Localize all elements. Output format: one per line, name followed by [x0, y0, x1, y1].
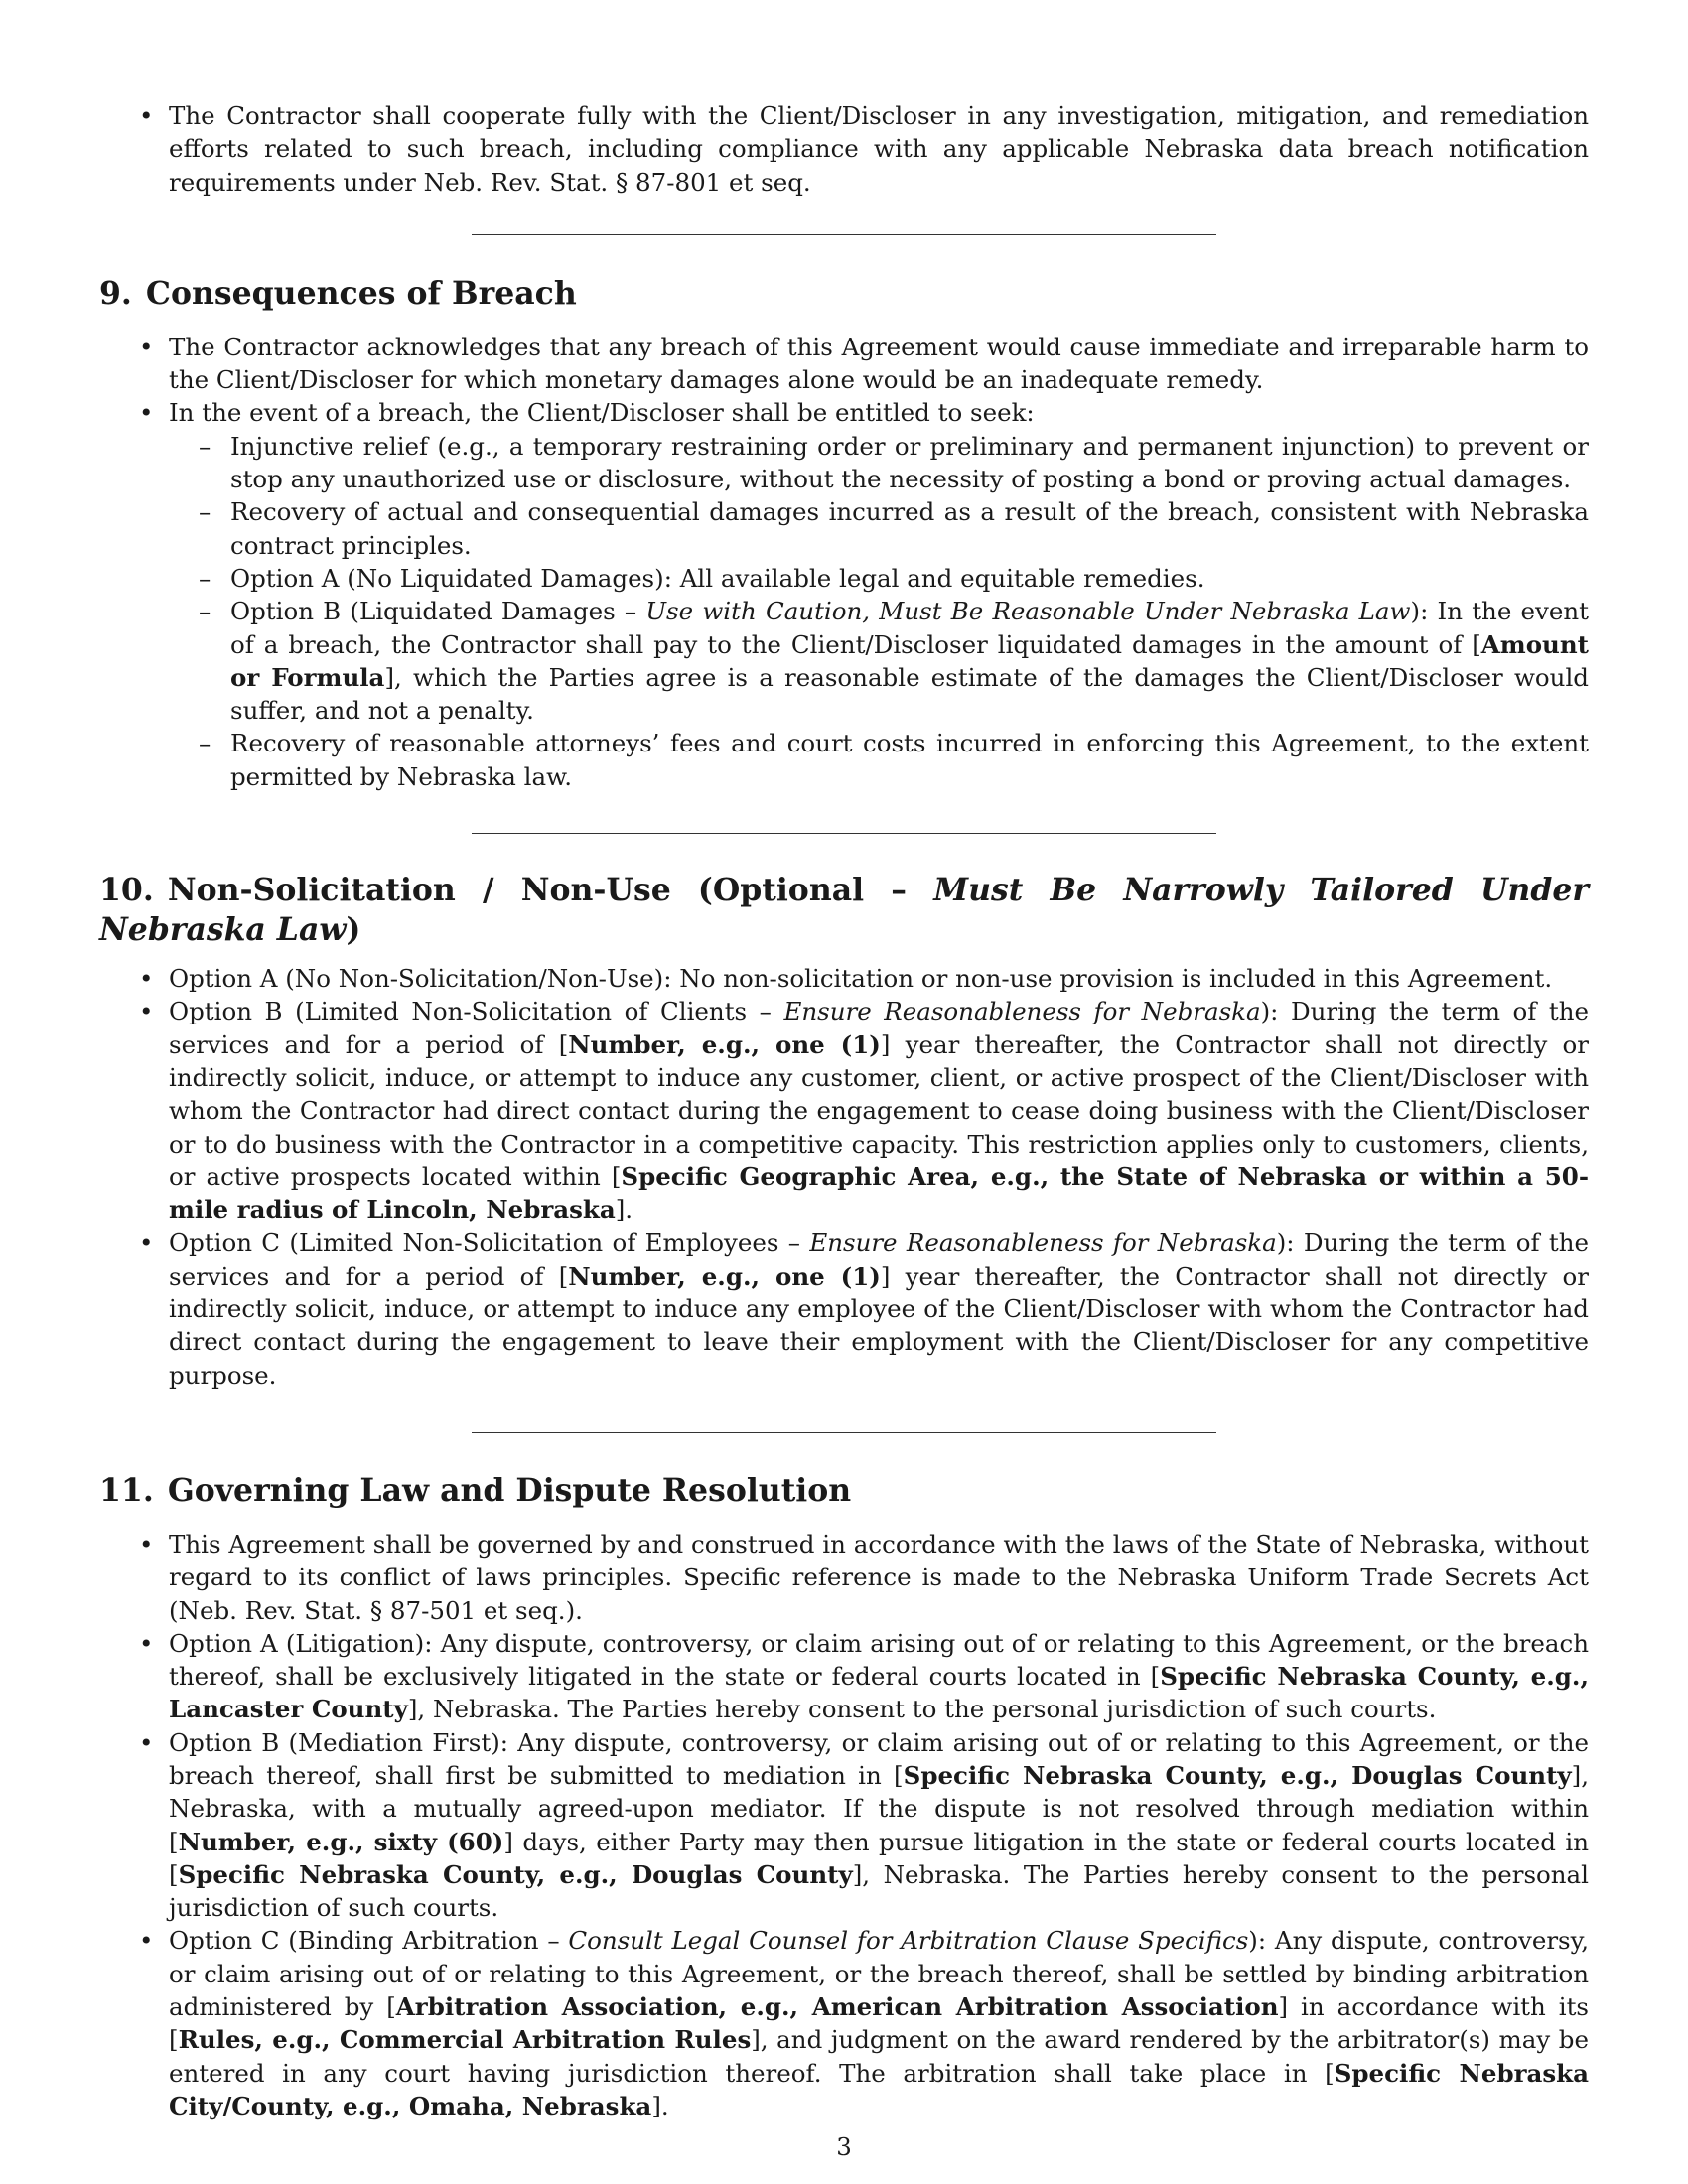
section-8-continued-list	[99, 99, 1589, 199]
section-9-list	[99, 331, 1589, 793]
list-item: – Option B (Liquidated Damages – Use with Caution, Must Be Reasonable Under Nebraska Law): In the event of a breach, the Contractor shall pay to the Client/Discloser liquidated damages in the amount of [Amount or Formula], which the Parties agree is a reasonable estimate of the damages the Client/Discloser would suffer, and not a penalty.	[169, 595, 1589, 727]
remedies-sublist	[169, 430, 1589, 793]
section-divider	[472, 1432, 1216, 1433]
list-item: • Option B (Mediation First): Any dispute, controversy, or claim arising out of or relating to this Agreement, or the breach thereof, shall first be submitted to mediation in [Specific Nebraska County, e.g., Douglas County], Nebraska, with a mutually agreed-upon mediator. If the dispute is not resolved through mediation within [Number, e.g., sixty (60)] days, either Party may then pursue litigation in the state or federal courts located in [Specific Nebraska County, e.g., Douglas County], Nebraska. The Parties hereby consent to the personal jurisdiction of such courts.	[99, 1726, 1589, 1925]
list-item: • This Agreement shall be governed by and construed in accordance with the laws of the State of Nebraska, without regard to its conflict of laws principles. Specific reference is made to the Nebraska Uniform Trade Secrets Act (Neb. Rev. Stat. § 87-501 et seq.).	[99, 1528, 1589, 1627]
list-item: – Injunctive relief (e.g., a temporary restraining order or preliminary and permanent injunction) to prevent or stop any unauthorized use or disclosure, without the necessity of posting a bond or proving actual damages.	[169, 430, 1589, 496]
section-9-heading: 9. Consequences of Breach	[99, 274, 577, 312]
section-divider	[472, 833, 1216, 834]
section-11-heading: 11. Governing Law and Dispute Resolution	[99, 1471, 852, 1509]
section-divider	[472, 234, 1216, 235]
page-number: 3	[836, 2132, 852, 2161]
list-item: • Option A (No Non-Solicitation/Non-Use): No non-solicitation or non-use provision is included in this Agreement.	[99, 962, 1589, 995]
list-item: • The Contractor shall cooperate fully with the Client/Discloser in any investigation, mitigation, and remediation efforts related to such breach, including compliance with any applicable Nebraska data breach notification requirements under Neb. Rev. Stat. § 87-801 et seq.	[99, 99, 1589, 199]
section-10-heading: 10. Non-Solicitation / Non-Use (Optional – Must Be Narrowly Tailored Under Nebraska Law)	[99, 872, 1589, 949]
list-item: • Option C (Binding Arbitration – Consult Legal Counsel for Arbitration Clause Specifics): Any dispute, controversy, or claim arising out of or relating to this Agreement, or the breach thereof, shall be settled by binding arbitration administered by [Arbitration Association, e.g., American Arbitration Association] in accordance with its [Rules, e.g., Commercial Arbitration Rules], and judgment on the award rendered by the arbitrator(s) may be entered in any court having jurisdiction thereof. The arbitration shall take place in [Specific Nebraska City/County, e.g., Omaha, Nebraska].	[99, 1924, 1589, 2122]
list-item: • In the event of a breach, the Client/Discloser shall be entitled to seek: – Injunctive relief (e.g., a temporary restraining order or preliminary and permanent injunction) to prevent or stop any unauthorized use or disclosure, without the necessity of posting a bond or proving actual damages. – Recovery of actual and consequential damages incurred as a result of the breach, consistent with Nebraska contract principles. – Option A (No Liquidated Damages): All available legal and equitable remedies. – Option B (Liquidated Damages – Use with Caution, Must Be Reasonable Under Nebraska Law): In the event of a breach, the Contractor shall pay to the Client/Discloser liquidated damages in the amount of [Amount or Formula], which the Parties agree is a reasonable estimate of the damages the Client/Discloser would suffer, and not a penalty. – Recovery of reasonable attorneys’ fees and court costs incurred in enforcing this Agreement, to the extent permitted by Nebraska law.	[99, 396, 1589, 793]
list-item: • Option C (Limited Non-Solicitation of Employees – Ensure Reasonableness for Nebraska): During the term of the services and for a period of [Number, e.g., one (1)] year thereafter, the Contractor shall not directly or indirectly solicit, induce, or attempt to induce any employee of the Client/Discloser with whom the Contractor had direct contact during the engagement to leave their employment with the Client/Discloser for any competitive purpose.	[99, 1226, 1589, 1391]
list-item: – Recovery of reasonable attorneys’ fees and court costs incurred in enforcing this Agreement, to the extent permitted by Nebraska law.	[169, 727, 1589, 793]
page-content	[99, 99, 1589, 2122]
list-item: – Recovery of actual and consequential damages incurred as a result of the breach, consistent with Nebraska contract principles.	[169, 495, 1589, 562]
section-11-list	[99, 1528, 1589, 2122]
list-item: – Option A (No Liquidated Damages): All available legal and equitable remedies.	[169, 562, 1589, 595]
list-item: • Option A (Litigation): Any dispute, controversy, or claim arising out of or relating to this Agreement, or the breach thereof, shall be exclusively litigated in the state or federal courts located in [Specific Nebraska County, e.g., Lancaster County], Nebraska. The Parties hereby consent to the personal jurisdiction of such courts.	[99, 1627, 1589, 1726]
list-item: • The Contractor acknowledges that any breach of this Agreement would cause immediate and irreparable harm to the Client/Discloser for which monetary damages alone would be an inadequate remedy.	[99, 331, 1589, 397]
section-10-list	[99, 962, 1589, 1392]
list-item: • Option B (Limited Non-Solicitation of Clients – Ensure Reasonableness for Nebraska): During the term of the services and for a period of [Number, e.g., one (1)] year thereafter, the Contractor shall not directly or indirectly solicit, induce, or attempt to induce any customer, client, or active prospect of the Client/Discloser with whom the Contractor had direct contact during the engagement to cease doing business with the Client/Discloser or to do business with the Contractor in a competitive capacity. This restriction applies only to customers, clients, or active prospects located within [Specific Geographic Area, e.g., the State of Nebraska or within a 50-mile radius of Lincoln, Nebraska].	[99, 995, 1589, 1226]
